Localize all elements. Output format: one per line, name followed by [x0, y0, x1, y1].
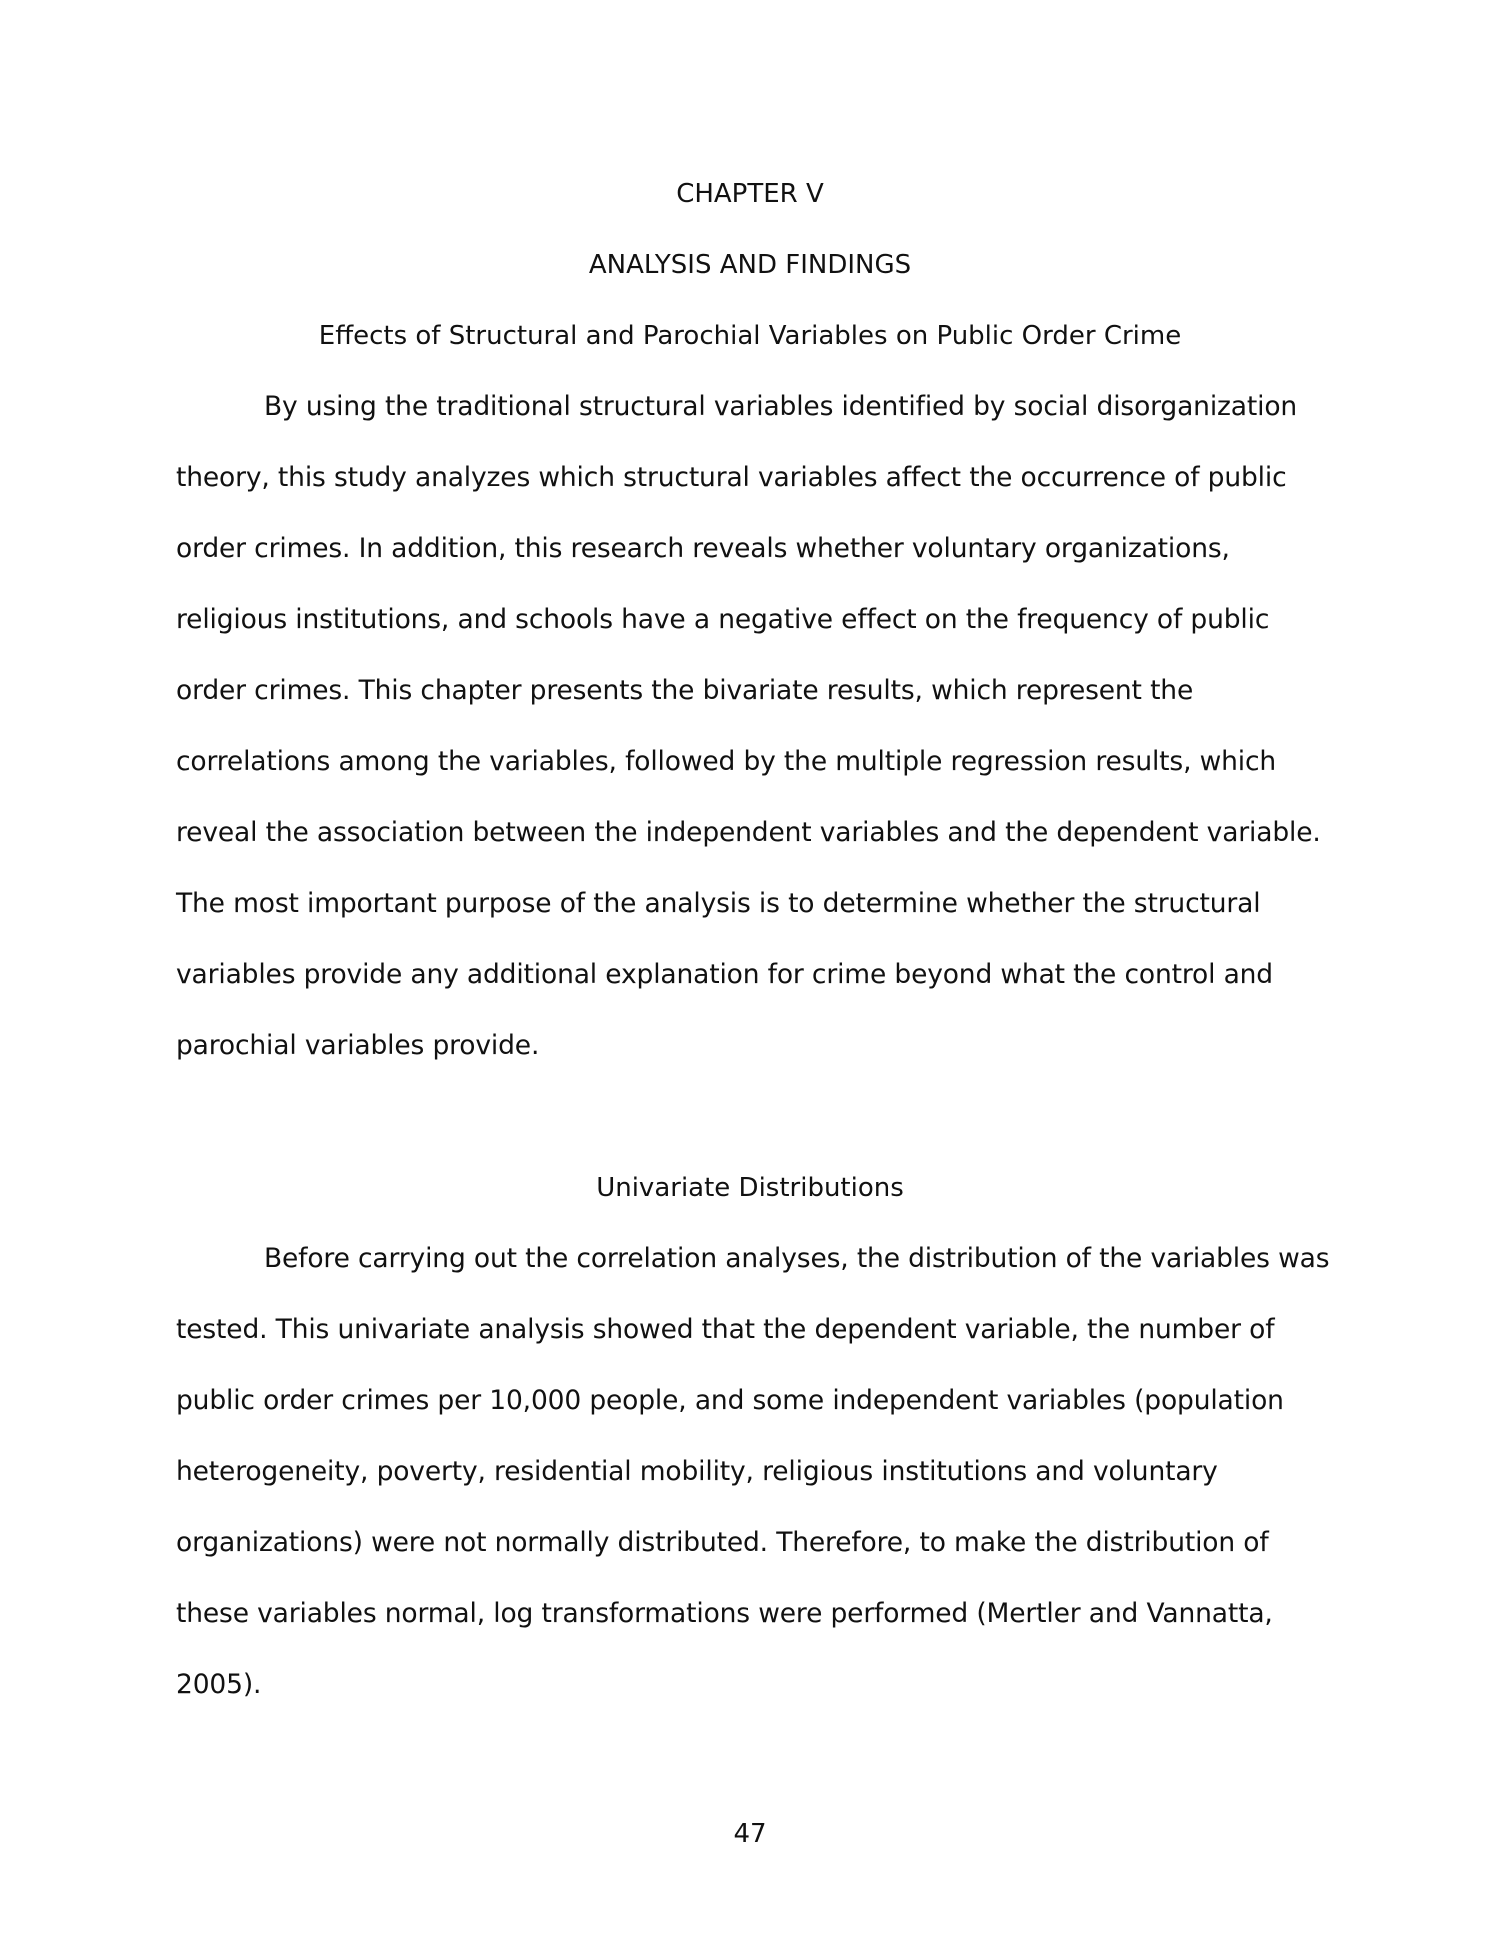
paragraph-line: order crimes. In addition, this research reveals whether voluntary organizations,	[176, 533, 1230, 564]
paragraph-line: variables provide any additional explanation for crime beyond what the control and	[176, 959, 1273, 990]
paragraph-line: these variables normal, log transformations were performed (Mertler and Vannatta,	[176, 1598, 1273, 1629]
paragraph-line: public order crimes per 10,000 people, and some independent variables (population	[176, 1385, 1284, 1416]
paragraph-line: heterogeneity, poverty, residential mobility, religious institutions and voluntary	[176, 1456, 1218, 1487]
paragraph-line: correlations among the variables, followed by the multiple regression results, which	[176, 746, 1277, 777]
paragraph-line: tested. This univariate analysis showed that the dependent variable, the number of	[176, 1314, 1275, 1345]
section-heading-univariate: Univariate Distributions	[596, 1173, 904, 1203]
section-heading-effects: Effects of Structural and Parochial Variables on Public Order Crime	[318, 321, 1182, 351]
paragraph-line: order crimes. This chapter presents the bivariate results, which represent the	[176, 675, 1194, 706]
page-number: 47	[733, 1819, 767, 1849]
paragraph-line: religious institutions, and schools have a negative effect on the frequency of public	[176, 604, 1270, 635]
paragraph-line: parochial variables provide.	[176, 1030, 540, 1061]
paragraph-line: By using the traditional structural variables identified by social disorganization	[264, 391, 1298, 422]
paragraph-line: reveal the association between the independent variables and the dependent variable.	[176, 817, 1321, 848]
chapter-title: ANALYSIS AND FINDINGS	[588, 250, 912, 280]
chapter-number: CHAPTER V	[676, 179, 824, 209]
paragraph-line: The most important purpose of the analysis is to determine whether the structural	[176, 888, 1261, 919]
paragraph-line: organizations) were not normally distributed. Therefore, to make the distribution of	[176, 1527, 1269, 1558]
paragraph-line: theory, this study analyzes which structural variables affect the occurrence of public	[176, 462, 1287, 493]
paragraph-line: Before carrying out the correlation analyses, the distribution of the variables was	[264, 1243, 1330, 1274]
paragraph-line: 2005).	[176, 1669, 262, 1700]
